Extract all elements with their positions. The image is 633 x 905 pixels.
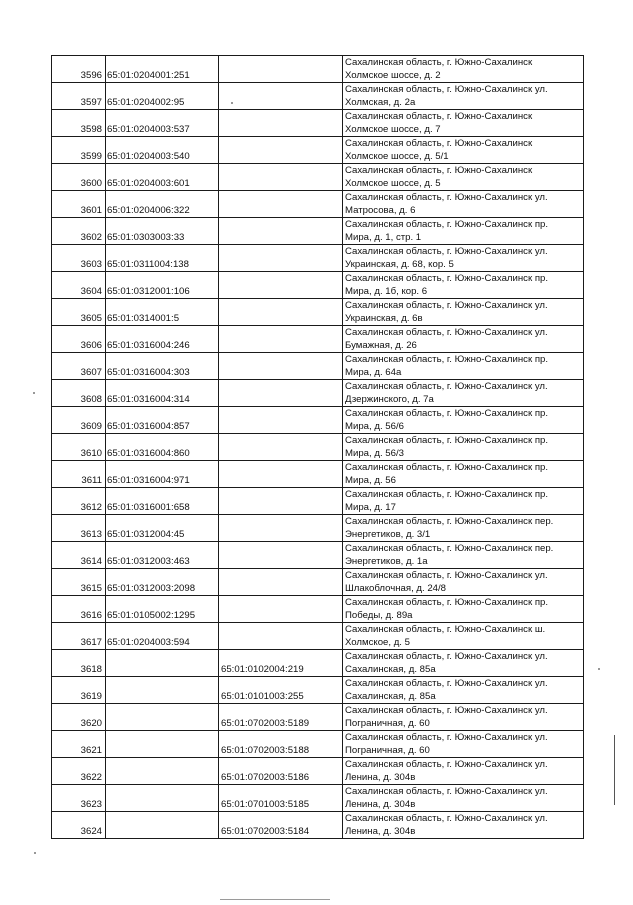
scan-edge-mark	[614, 735, 615, 805]
address-cell	[343, 326, 584, 353]
address-line-1: Сахалинская область, г. Южно-Сахалинск пр.	[345, 597, 549, 608]
linked-cadastral-number-cell	[219, 515, 343, 542]
cadastral-number-cell: 65:01:0204003:594	[106, 623, 219, 650]
table-row	[52, 542, 584, 569]
cadastral-number-cell: 65:01:0312001:106	[106, 272, 219, 299]
address-line-2: Холмская, д. 2а	[345, 97, 416, 108]
address-line-1: Сахалинская область, г. Южно-Сахалинск ул.	[345, 651, 548, 662]
address-line-2: Мира, д. 56	[345, 475, 396, 486]
cadastral-number-cell: 65:01:0316004:246	[106, 326, 219, 353]
table-row	[52, 353, 584, 380]
address-cell	[343, 56, 584, 83]
address-cell	[343, 569, 584, 596]
cadastral-number-cell: 65:01:0204006:322	[106, 191, 219, 218]
cadastral-number-cell: 65:01:0316004:857	[106, 407, 219, 434]
row-number-cell: 3619	[52, 677, 106, 704]
cadastral-number-cell: 65:01:0105002:1295	[106, 596, 219, 623]
table-row	[52, 515, 584, 542]
cadastral-number-cell	[106, 785, 219, 812]
linked-cadastral-number-cell	[219, 164, 343, 191]
address-line-1: Сахалинская область, г. Южно-Сахалинск	[345, 138, 533, 149]
row-number-cell: 3617	[52, 623, 106, 650]
address-line-1: Сахалинская область, г. Южно-Сахалинск	[345, 57, 533, 68]
address-line-2: Энергетиков, д. 3/1	[345, 529, 431, 540]
address-line-2: Сахалинская, д. 85а	[345, 691, 436, 702]
address-cell	[343, 677, 584, 704]
linked-cadastral-number-cell	[219, 596, 343, 623]
address-line-1: Сахалинская область, г. Южно-Сахалинск	[345, 111, 533, 122]
table-row	[52, 164, 584, 191]
row-number-cell: 3614	[52, 542, 106, 569]
table-row	[52, 191, 584, 218]
cadastral-number-cell: 65:01:0314001:5	[106, 299, 219, 326]
scan-speck	[598, 668, 600, 670]
row-number-cell: 3611	[52, 461, 106, 488]
address-line-2: Дзержинского, д. 7а	[345, 394, 434, 405]
address-line-1: Сахалинская область, г. Южно-Сахалинск пр.	[345, 462, 549, 473]
row-number-cell: 3603	[52, 245, 106, 272]
address-cell	[343, 488, 584, 515]
address-line-2: Холмское шоссе, д. 2	[345, 70, 441, 81]
linked-cadastral-number-cell	[219, 218, 343, 245]
linked-cadastral-number-cell	[219, 569, 343, 596]
address-cell	[343, 407, 584, 434]
address-line-1: Сахалинская область, г. Южно-Сахалинск	[345, 165, 533, 176]
table-row	[52, 137, 584, 164]
table-row	[52, 245, 584, 272]
address-cell	[343, 704, 584, 731]
row-number-cell: 3606	[52, 326, 106, 353]
cadastral-number-cell: 65:01:0312003:2098	[106, 569, 219, 596]
address-cell	[343, 623, 584, 650]
cadastral-number-cell: 65:01:0316004:314	[106, 380, 219, 407]
row-number-cell: 3624	[52, 812, 106, 839]
cadastral-number-cell: 65:01:0312004:45	[106, 515, 219, 542]
address-line-2: Украинская, д. 68, кор. 5	[345, 259, 454, 270]
address-cell	[343, 785, 584, 812]
address-cell	[343, 812, 584, 839]
address-line-1: Сахалинская область, г. Южно-Сахалинск ул.	[345, 381, 548, 392]
address-cell	[343, 461, 584, 488]
table-row	[52, 110, 584, 137]
row-number-cell: 3596	[52, 56, 106, 83]
address-line-1: Сахалинская область, г. Южно-Сахалинск пр.	[345, 273, 549, 284]
cadastral-number-cell: 65:01:0316004:971	[106, 461, 219, 488]
linked-cadastral-number-cell	[219, 272, 343, 299]
table-row	[52, 218, 584, 245]
row-number-cell: 3609	[52, 407, 106, 434]
address-line-2: Ленина, д. 304в	[345, 826, 416, 837]
address-line-2: Мира, д. 1б, кор. 6	[345, 286, 428, 297]
table-row	[52, 704, 584, 731]
address-line-1: Сахалинская область, г. Южно-Сахалинск ул.	[345, 813, 548, 824]
scan-speck	[33, 392, 35, 394]
row-number-cell: 3622	[52, 758, 106, 785]
cadastral-number-cell: 65:01:0316004:860	[106, 434, 219, 461]
linked-cadastral-number-cell: 65:01:0101003:255	[219, 677, 343, 704]
cadastral-number-cell: 65:01:0303003:33	[106, 218, 219, 245]
address-line-2: Победы, д. 89а	[345, 610, 413, 621]
linked-cadastral-number-cell	[219, 461, 343, 488]
address-line-2: Мира, д. 1, стр. 1	[345, 232, 422, 243]
linked-cadastral-number-cell	[219, 83, 343, 110]
address-line-2: Матросова, д. 6	[345, 205, 416, 216]
table-row	[52, 650, 584, 677]
address-line-1: Сахалинская область, г. Южно-Сахалинск пер.	[345, 516, 554, 527]
row-number-cell: 3601	[52, 191, 106, 218]
address-line-1: Сахалинская область, г. Южно-Сахалинск ул.	[345, 759, 548, 770]
table-row	[52, 461, 584, 488]
linked-cadastral-number-cell	[219, 488, 343, 515]
address-line-1: Сахалинская область, г. Южно-Сахалинск пр.	[345, 408, 549, 419]
linked-cadastral-number-cell	[219, 434, 343, 461]
linked-cadastral-number-cell	[219, 137, 343, 164]
cadastral-number-cell	[106, 704, 219, 731]
row-number-cell: 3600	[52, 164, 106, 191]
address-line-2: Холмское шоссе, д. 5	[345, 178, 441, 189]
linked-cadastral-number-cell: 65:01:0702003:5188	[219, 731, 343, 758]
address-line-1: Сахалинская область, г. Южно-Сахалинск ул.	[345, 705, 548, 716]
address-line-2: Шлакоблочная, д. 24/8	[345, 583, 447, 594]
address-cell	[343, 272, 584, 299]
linked-cadastral-number-cell: 65:01:0702003:5186	[219, 758, 343, 785]
cadastral-number-cell	[106, 758, 219, 785]
linked-cadastral-number-cell: 65:01:0702003:5189	[219, 704, 343, 731]
address-line-1: Сахалинская область, г. Южно-Сахалинск ш.	[345, 624, 546, 635]
linked-cadastral-number-cell	[219, 542, 343, 569]
row-number-cell: 3623	[52, 785, 106, 812]
table-row	[52, 677, 584, 704]
row-number-cell: 3615	[52, 569, 106, 596]
cadastral-number-cell: 65:01:0316001:658	[106, 488, 219, 515]
cadastral-number-cell	[106, 731, 219, 758]
address-cell	[343, 434, 584, 461]
row-number-cell: 3620	[52, 704, 106, 731]
row-number-cell: 3607	[52, 353, 106, 380]
table-row	[52, 380, 584, 407]
address-line-1: Сахалинская область, г. Южно-Сахалинск пр.	[345, 354, 549, 365]
address-line-1: Сахалинская область, г. Южно-Сахалинск пр.	[345, 489, 549, 500]
address-line-2: Ленина, д. 304в	[345, 772, 416, 783]
linked-cadastral-number-cell	[219, 623, 343, 650]
linked-cadastral-number-cell	[219, 299, 343, 326]
registry-body	[52, 56, 584, 839]
address-line-2: Мира, д. 17	[345, 502, 396, 513]
row-number-cell: 3618	[52, 650, 106, 677]
address-cell	[343, 137, 584, 164]
address-cell	[343, 380, 584, 407]
address-line-2: Мира, д. 56/6	[345, 421, 404, 432]
address-cell	[343, 299, 584, 326]
address-line-2: Холмское шоссе, д. 7	[345, 124, 441, 135]
registry-table	[51, 55, 584, 839]
address-cell	[343, 353, 584, 380]
table-row	[52, 407, 584, 434]
address-cell	[343, 83, 584, 110]
table-row	[52, 434, 584, 461]
table-row	[52, 326, 584, 353]
row-number-cell: 3604	[52, 272, 106, 299]
row-number-cell: 3621	[52, 731, 106, 758]
row-number-cell: 3610	[52, 434, 106, 461]
row-number-cell: 3613	[52, 515, 106, 542]
address-cell	[343, 731, 584, 758]
address-cell	[343, 758, 584, 785]
linked-cadastral-number-cell	[219, 326, 343, 353]
scan-speck	[34, 852, 36, 854]
table-row	[52, 56, 584, 83]
address-line-1: Сахалинская область, г. Южно-Сахалинск пер.	[345, 543, 554, 554]
linked-cadastral-number-cell	[219, 353, 343, 380]
address-line-2: Мира, д. 56/3	[345, 448, 404, 459]
table-row	[52, 812, 584, 839]
address-cell	[343, 110, 584, 137]
cadastral-number-cell: 65:01:0204001:251	[106, 56, 219, 83]
cadastral-number-cell: 65:01:0316004:303	[106, 353, 219, 380]
linked-cadastral-number-cell	[219, 407, 343, 434]
row-number-cell: 3605	[52, 299, 106, 326]
scan-speck	[231, 102, 233, 104]
address-line-1: Сахалинская область, г. Южно-Сахалинск ул.	[345, 678, 548, 689]
address-line-2: Украинская, д. 6в	[345, 313, 423, 324]
cadastral-number-cell: 65:01:0204003:537	[106, 110, 219, 137]
address-line-1: Сахалинская область, г. Южно-Сахалинск ул.	[345, 192, 548, 203]
linked-cadastral-number-cell	[219, 56, 343, 83]
table-row	[52, 785, 584, 812]
cadastral-number-cell	[106, 677, 219, 704]
address-line-1: Сахалинская область, г. Южно-Сахалинск ул.	[345, 84, 548, 95]
address-line-1: Сахалинская область, г. Южно-Сахалинск ул.	[345, 786, 548, 797]
linked-cadastral-number-cell	[219, 191, 343, 218]
linked-cadastral-number-cell: 65:01:0701003:5185	[219, 785, 343, 812]
address-line-2: Пограничная, д. 60	[345, 718, 430, 729]
row-number-cell: 3599	[52, 137, 106, 164]
cadastral-number-cell	[106, 650, 219, 677]
address-line-1: Сахалинская область, г. Южно-Сахалинск пр.	[345, 219, 549, 230]
scan-bottom-line	[220, 899, 330, 900]
table-row	[52, 83, 584, 110]
table-row	[52, 758, 584, 785]
address-cell	[343, 191, 584, 218]
address-line-2: Пограничная, д. 60	[345, 745, 430, 756]
address-line-1: Сахалинская область, г. Южно-Сахалинск ул.	[345, 732, 548, 743]
address-line-2: Энергетиков, д. 1а	[345, 556, 428, 567]
cadastral-number-cell: 65:01:0204002:95	[106, 83, 219, 110]
address-line-2: Холмское шоссе, д. 5/1	[345, 151, 449, 162]
address-cell	[343, 542, 584, 569]
address-line-2: Ленина, д. 304в	[345, 799, 416, 810]
cadastral-number-cell: 65:01:0312003:463	[106, 542, 219, 569]
table-row	[52, 299, 584, 326]
address-line-2: Холмское, д. 5	[345, 637, 410, 648]
linked-cadastral-number-cell	[219, 110, 343, 137]
table-row	[52, 596, 584, 623]
linked-cadastral-number-cell	[219, 245, 343, 272]
address-cell	[343, 650, 584, 677]
address-line-2: Бумажная, д. 26	[345, 340, 417, 351]
row-number-cell: 3602	[52, 218, 106, 245]
address-cell	[343, 218, 584, 245]
address-line-1: Сахалинская область, г. Южно-Сахалинск ул.	[345, 300, 548, 311]
cadastral-number-cell	[106, 812, 219, 839]
row-number-cell: 3598	[52, 110, 106, 137]
address-cell	[343, 164, 584, 191]
table-row	[52, 488, 584, 515]
linked-cadastral-number-cell: 65:01:0702003:5184	[219, 812, 343, 839]
address-line-1: Сахалинская область, г. Южно-Сахалинск ул.	[345, 570, 548, 581]
table-row	[52, 569, 584, 596]
address-line-2: Сахалинская, д. 85а	[345, 664, 436, 675]
row-number-cell: 3597	[52, 83, 106, 110]
address-cell	[343, 596, 584, 623]
cadastral-number-cell: 65:01:0204003:601	[106, 164, 219, 191]
address-cell	[343, 245, 584, 272]
table-row	[52, 272, 584, 299]
cadastral-number-cell: 65:01:0311004:138	[106, 245, 219, 272]
linked-cadastral-number-cell: 65:01:0102004:219	[219, 650, 343, 677]
table-row	[52, 623, 584, 650]
address-line-1: Сахалинская область, г. Южно-Сахалинск ул.	[345, 327, 548, 338]
address-line-1: Сахалинская область, г. Южно-Сахалинск ул.	[345, 246, 548, 257]
address-cell	[343, 515, 584, 542]
row-number-cell: 3608	[52, 380, 106, 407]
cadastral-number-cell: 65:01:0204003:540	[106, 137, 219, 164]
address-line-1: Сахалинская область, г. Южно-Сахалинск пр.	[345, 435, 549, 446]
linked-cadastral-number-cell	[219, 380, 343, 407]
table-row	[52, 731, 584, 758]
row-number-cell: 3616	[52, 596, 106, 623]
row-number-cell: 3612	[52, 488, 106, 515]
address-line-2: Мира, д. 64а	[345, 367, 402, 378]
